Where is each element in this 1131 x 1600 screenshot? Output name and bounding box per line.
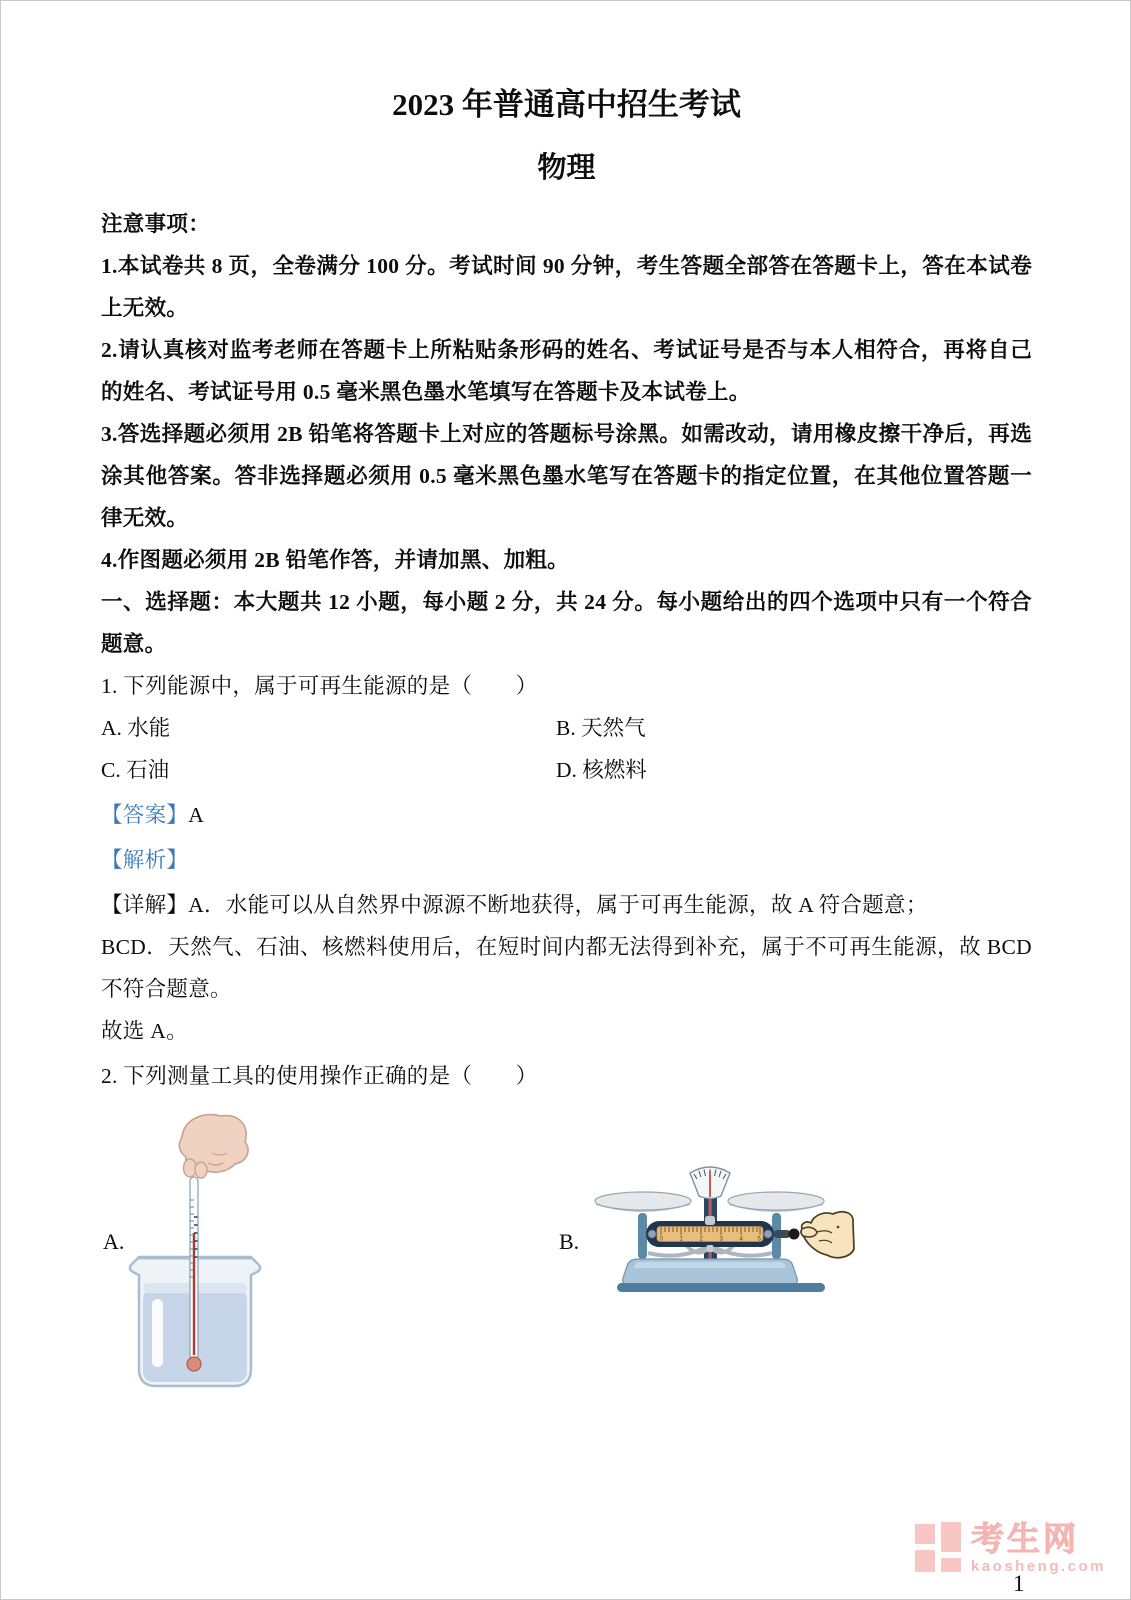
subject-title: 物理	[537, 152, 596, 184]
ruler-number: 2	[699, 1236, 703, 1243]
ruler-number: 0	[659, 1236, 663, 1243]
analysis-label: 【解析】	[101, 848, 189, 872]
option-b: B. 天然气	[556, 716, 646, 740]
adjusting-hand	[801, 1212, 854, 1258]
thermometer-column	[193, 1233, 195, 1355]
ruler-number: 4	[739, 1236, 743, 1243]
notices-heading: 注意事项：	[101, 212, 211, 236]
notice-item-1: 1.本试卷共 8 页，全卷满分 100 分。考试时间 90 分钟，考生答题全部答在答题卡上，答在本试卷上无效。	[101, 254, 1032, 320]
beaker-highlight	[152, 1299, 163, 1367]
option-c: C. 石油	[101, 758, 170, 782]
pointer-gauge	[690, 1167, 730, 1199]
question-1-stem: 1. 下列能源中，属于可再生能源的是（ ）	[101, 674, 538, 698]
figure-a-label: A.	[103, 1229, 125, 1254]
thermometer-beaker-figure	[126, 1105, 286, 1400]
detail-line-1: 【详解】A．水能可以从自然界中源源不断地获得，属于可再生能源，故 A 符合题意；	[101, 893, 928, 917]
conclusion-line: 故选 A。	[101, 1019, 188, 1043]
option-a: A. 水能	[101, 716, 171, 740]
notice-item-4: 4.作图题必须用 2B 铅笔作答，并请加黑、加粗。	[101, 548, 569, 572]
analysis-line	[101, 839, 1032, 881]
question-2-stem: 2. 下列测量工具的使用操作正确的是（ ）	[101, 1064, 538, 1088]
ruler-number: 1	[679, 1236, 683, 1243]
site-watermark	[915, 1522, 1106, 1575]
kaosheng-logo-icon	[915, 1522, 961, 1572]
page-content	[101, 85, 1032, 1418]
balance-beam	[646, 1216, 774, 1252]
thermometer-bulb	[187, 1357, 201, 1371]
watermark-texts	[971, 1522, 1106, 1575]
page-title: 2023 年普通高中招生考试	[392, 87, 741, 122]
ruler-number: 5	[757, 1236, 761, 1243]
question-2-figures	[101, 1103, 1032, 1418]
question-1-options-row-2	[101, 749, 1032, 791]
answer-line	[101, 794, 1032, 836]
beam-rider	[705, 1216, 715, 1225]
balance-scale-figure	[586, 1155, 856, 1300]
ruler-number: 3	[719, 1236, 723, 1243]
watermark-site-domain: kaosheng.com	[970, 1558, 1106, 1575]
option-d: D. 核燃料	[556, 758, 647, 782]
hand	[179, 1115, 248, 1178]
answer-label: 【答案】	[101, 803, 189, 827]
answer-value: A	[188, 803, 205, 827]
question-1-options-row-1	[101, 707, 1032, 749]
notice-item-2: 2.请认真核对监考老师在答题卡上所粘贴条形码的姓名、考试证号是否与本人相符合，再将自己的姓名、考试证号用 0.5 毫米黑色墨水笔填写在答题卡及本试卷上。	[101, 338, 1032, 404]
page-number: 1	[1013, 1571, 1025, 1596]
balance-base	[617, 1259, 825, 1292]
watermark-site-name: 考生网	[970, 1520, 1079, 1557]
section-heading: 一、选择题：本大题共 12 小题，每小题 2 分，共 24 分。每小题给出的四个选项中只有一个符合题意。	[101, 590, 1032, 656]
balance-knob	[774, 1229, 800, 1240]
figure-b-label: B.	[559, 1229, 580, 1254]
detail-line-2: BCD．天然气、石油、核燃料使用后，在短时间内都无法得到补充，属于不可再生能源，故 BCD 不符合题意。	[101, 935, 1032, 1001]
notice-item-3: 3.答选择题必须用 2B 铅笔将答题卡上对应的答题标号涂黑。如需改动，请用橡皮擦干净后，再选涂其他答案。答非选择题必须用 0.5 毫米黑色墨水笔写在答题卡的指定位置，在其他位置答题一律无效。	[101, 422, 1032, 530]
